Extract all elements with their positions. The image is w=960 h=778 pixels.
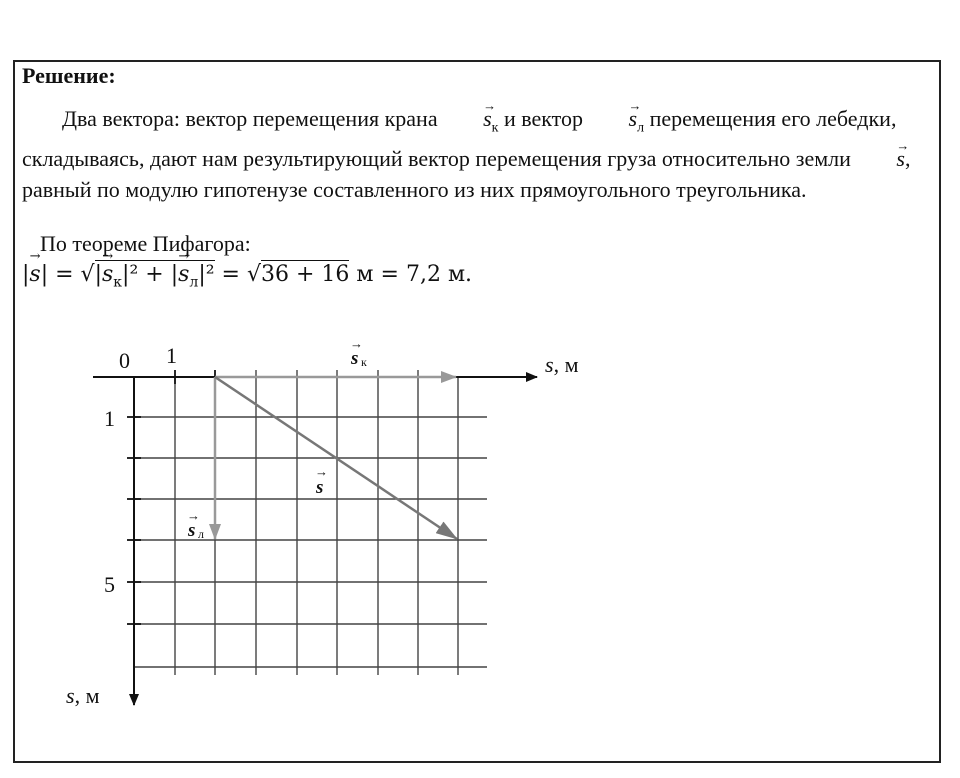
formula-part: м = 7,2 м. bbox=[349, 262, 473, 287]
sqrt-group-2: 36 + 16 bbox=[261, 262, 350, 287]
subscript-l: л bbox=[189, 274, 199, 291]
x-axis-label: s, м bbox=[545, 352, 579, 377]
vector-sk-subscript: к bbox=[361, 355, 367, 369]
y-tick-label-5: 5 bbox=[104, 572, 115, 597]
vector-s-label bbox=[315, 464, 328, 498]
origin-label: 0 bbox=[119, 348, 130, 373]
y-axis-label: s, м bbox=[66, 683, 100, 708]
solution-heading: Решение: bbox=[22, 63, 116, 88]
vector-sl-subscript: л bbox=[198, 527, 204, 541]
formula-part: = √ bbox=[214, 262, 262, 287]
svg-text:→: → bbox=[187, 508, 200, 523]
text-run: и вектор bbox=[498, 106, 589, 131]
svg-text:→: → bbox=[315, 464, 328, 479]
subscript-l: л bbox=[637, 120, 645, 136]
subscript-k: к bbox=[491, 120, 499, 136]
vector-symbol: s bbox=[102, 262, 114, 287]
vector-symbol: s bbox=[896, 146, 905, 172]
vector-sl-label bbox=[187, 508, 204, 541]
formula-part: | = √ bbox=[40, 262, 95, 287]
vector-symbol: s bbox=[483, 106, 492, 131]
subscript-k: к bbox=[113, 274, 123, 291]
formula-part: | bbox=[94, 262, 102, 287]
ticks bbox=[127, 370, 215, 624]
text-run: , равный по модулю гипотенузе составленного из них прямоугольного треугольника. bbox=[22, 146, 911, 203]
vector-sl-symbol: s bbox=[188, 520, 196, 541]
formula-part: |² bbox=[198, 262, 215, 287]
vector-symbol: s bbox=[178, 262, 190, 287]
vector-sk-label bbox=[350, 336, 367, 369]
text-run: перемещения его лебедки, складываясь, дают нам результирующий вектор перемещения груза относительно земли bbox=[22, 106, 897, 172]
formula-part: | bbox=[22, 262, 30, 287]
y-tick-label-1: 1 bbox=[104, 406, 115, 431]
vector-symbol: s bbox=[628, 106, 638, 131]
text-run: Два вектора: вектор перемещения крана bbox=[62, 106, 444, 131]
formula-part: |² + | bbox=[122, 262, 179, 287]
x-tick-label-1: 1 bbox=[166, 343, 177, 368]
vector-symbol: s bbox=[29, 262, 41, 287]
vector-sk-symbol: s bbox=[351, 348, 359, 369]
svg-text:→: → bbox=[350, 336, 363, 351]
pythagoras-line: По теореме Пифагора: bbox=[40, 231, 251, 256]
vector-s-symbol: s bbox=[316, 477, 324, 498]
